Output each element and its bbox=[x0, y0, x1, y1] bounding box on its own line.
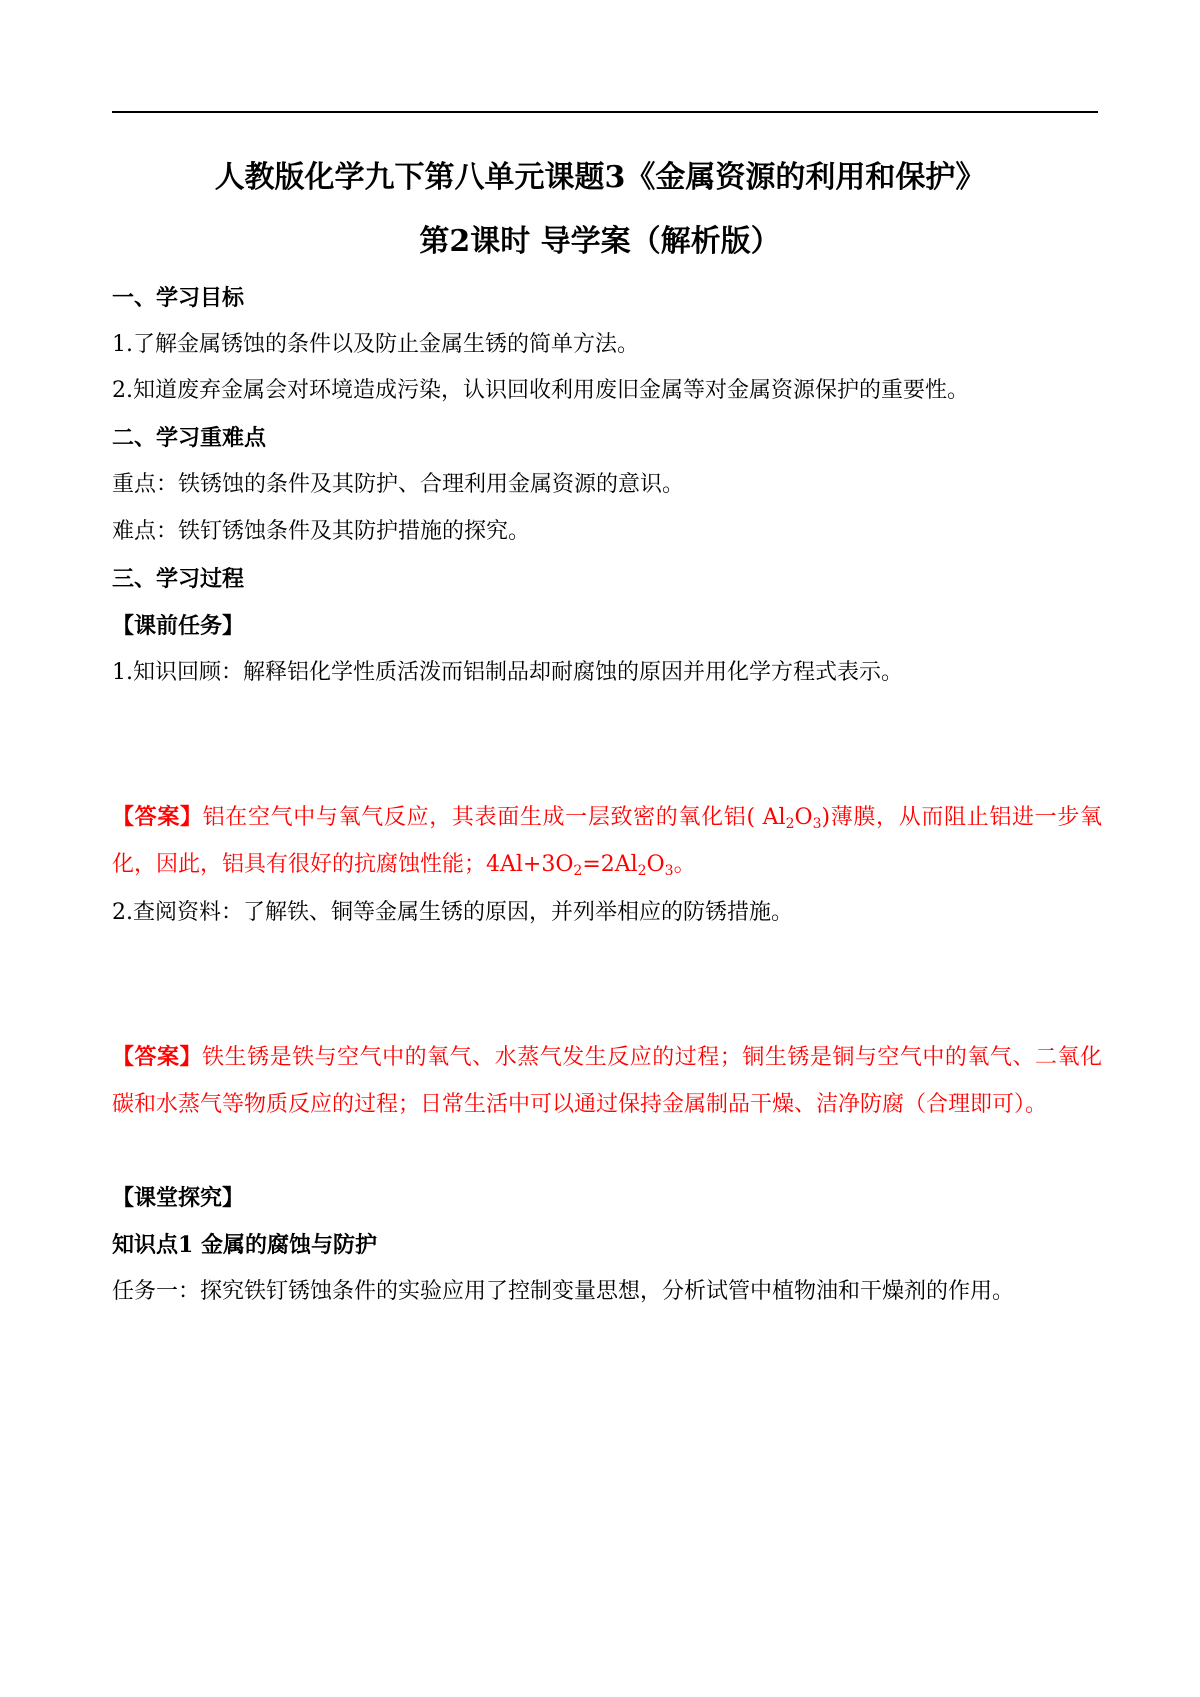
answer1-text: O bbox=[794, 805, 813, 830]
header-rule bbox=[112, 111, 1098, 113]
document-title: 人教版化学九下第八单元课题3《金属资源的利用和保护》 bbox=[214, 160, 986, 195]
section-heading-process: 三、学习过程 bbox=[112, 566, 245, 592]
task-one: 任务一：探究铁钉锈蚀条件的实验应用了控制变量思想，分析试管中植物油和干燥剂的作用。 bbox=[112, 1279, 1015, 1304]
answer1-text: O bbox=[646, 852, 665, 877]
subscript: 2 bbox=[637, 863, 647, 879]
answer-tag: 【答案】 bbox=[112, 1044, 203, 1070]
answer-tag: 【答案】 bbox=[112, 804, 203, 830]
answer-block-1 bbox=[112, 794, 1102, 888]
subscript: 2 bbox=[573, 863, 583, 879]
pre-class-heading: 【课前任务】 bbox=[112, 613, 245, 639]
answer1-text: =2Al bbox=[582, 852, 638, 877]
answer-block-2 bbox=[112, 1034, 1102, 1128]
answer2-text: 铁生锈是铁与空气中的氧气、水蒸气发生反应的过程；铜生锈是铜与空气中的氧气、二氧化碳和水蒸气等物质反应的过程；日常生活中可以通过保持金属制品干燥、洁净防腐（合理即可）。 bbox=[112, 1045, 1102, 1117]
knowledge-point-1: 知识点1 金属的腐蚀与防护 bbox=[112, 1232, 377, 1258]
subscript: 3 bbox=[664, 863, 674, 879]
key-point: 重点：铁锈蚀的条件及其防护、合理利用金属资源的意识。 bbox=[112, 472, 685, 497]
subscript: 3 bbox=[812, 816, 822, 832]
answer1-text: )薄膜，从而阻止铝进一步氧化，因此，铝具有很好的抗腐蚀性能；4Al+3O bbox=[112, 805, 1102, 877]
answer1-text: 。 bbox=[673, 852, 696, 877]
in-class-heading: 【课堂探究】 bbox=[112, 1185, 245, 1211]
subscript: 2 bbox=[785, 816, 795, 832]
goal-item-1: 1.了解金属锈蚀的条件以及防止金属生锈的简单方法。 bbox=[112, 332, 639, 357]
document-subtitle: 第2课时 导学案（解析版） bbox=[419, 224, 781, 259]
section-heading-goals: 一、学习目标 bbox=[112, 285, 245, 311]
goal-item-2: 2.知道废弃金属会对环境造成污染，认识回收利用废旧金属等对金属资源保护的重要性。 bbox=[112, 378, 969, 403]
answer1-text: 铝在空气中与氧气反应，其表面生成一层致密的氧化铝( Al bbox=[202, 805, 786, 830]
section-heading-key-points: 二、学习重难点 bbox=[112, 425, 267, 451]
task1-question: 1.知识回顾：解释铝化学性质活泼而铝制品却耐腐蚀的原因并用化学方程式表示。 bbox=[112, 660, 903, 685]
task2-question: 2.查阅资料：了解铁、铜等金属生锈的原因，并列举相应的防锈措施。 bbox=[112, 900, 793, 925]
difficult-point: 难点：铁钉锈蚀条件及其防护措施的探究。 bbox=[112, 519, 531, 544]
